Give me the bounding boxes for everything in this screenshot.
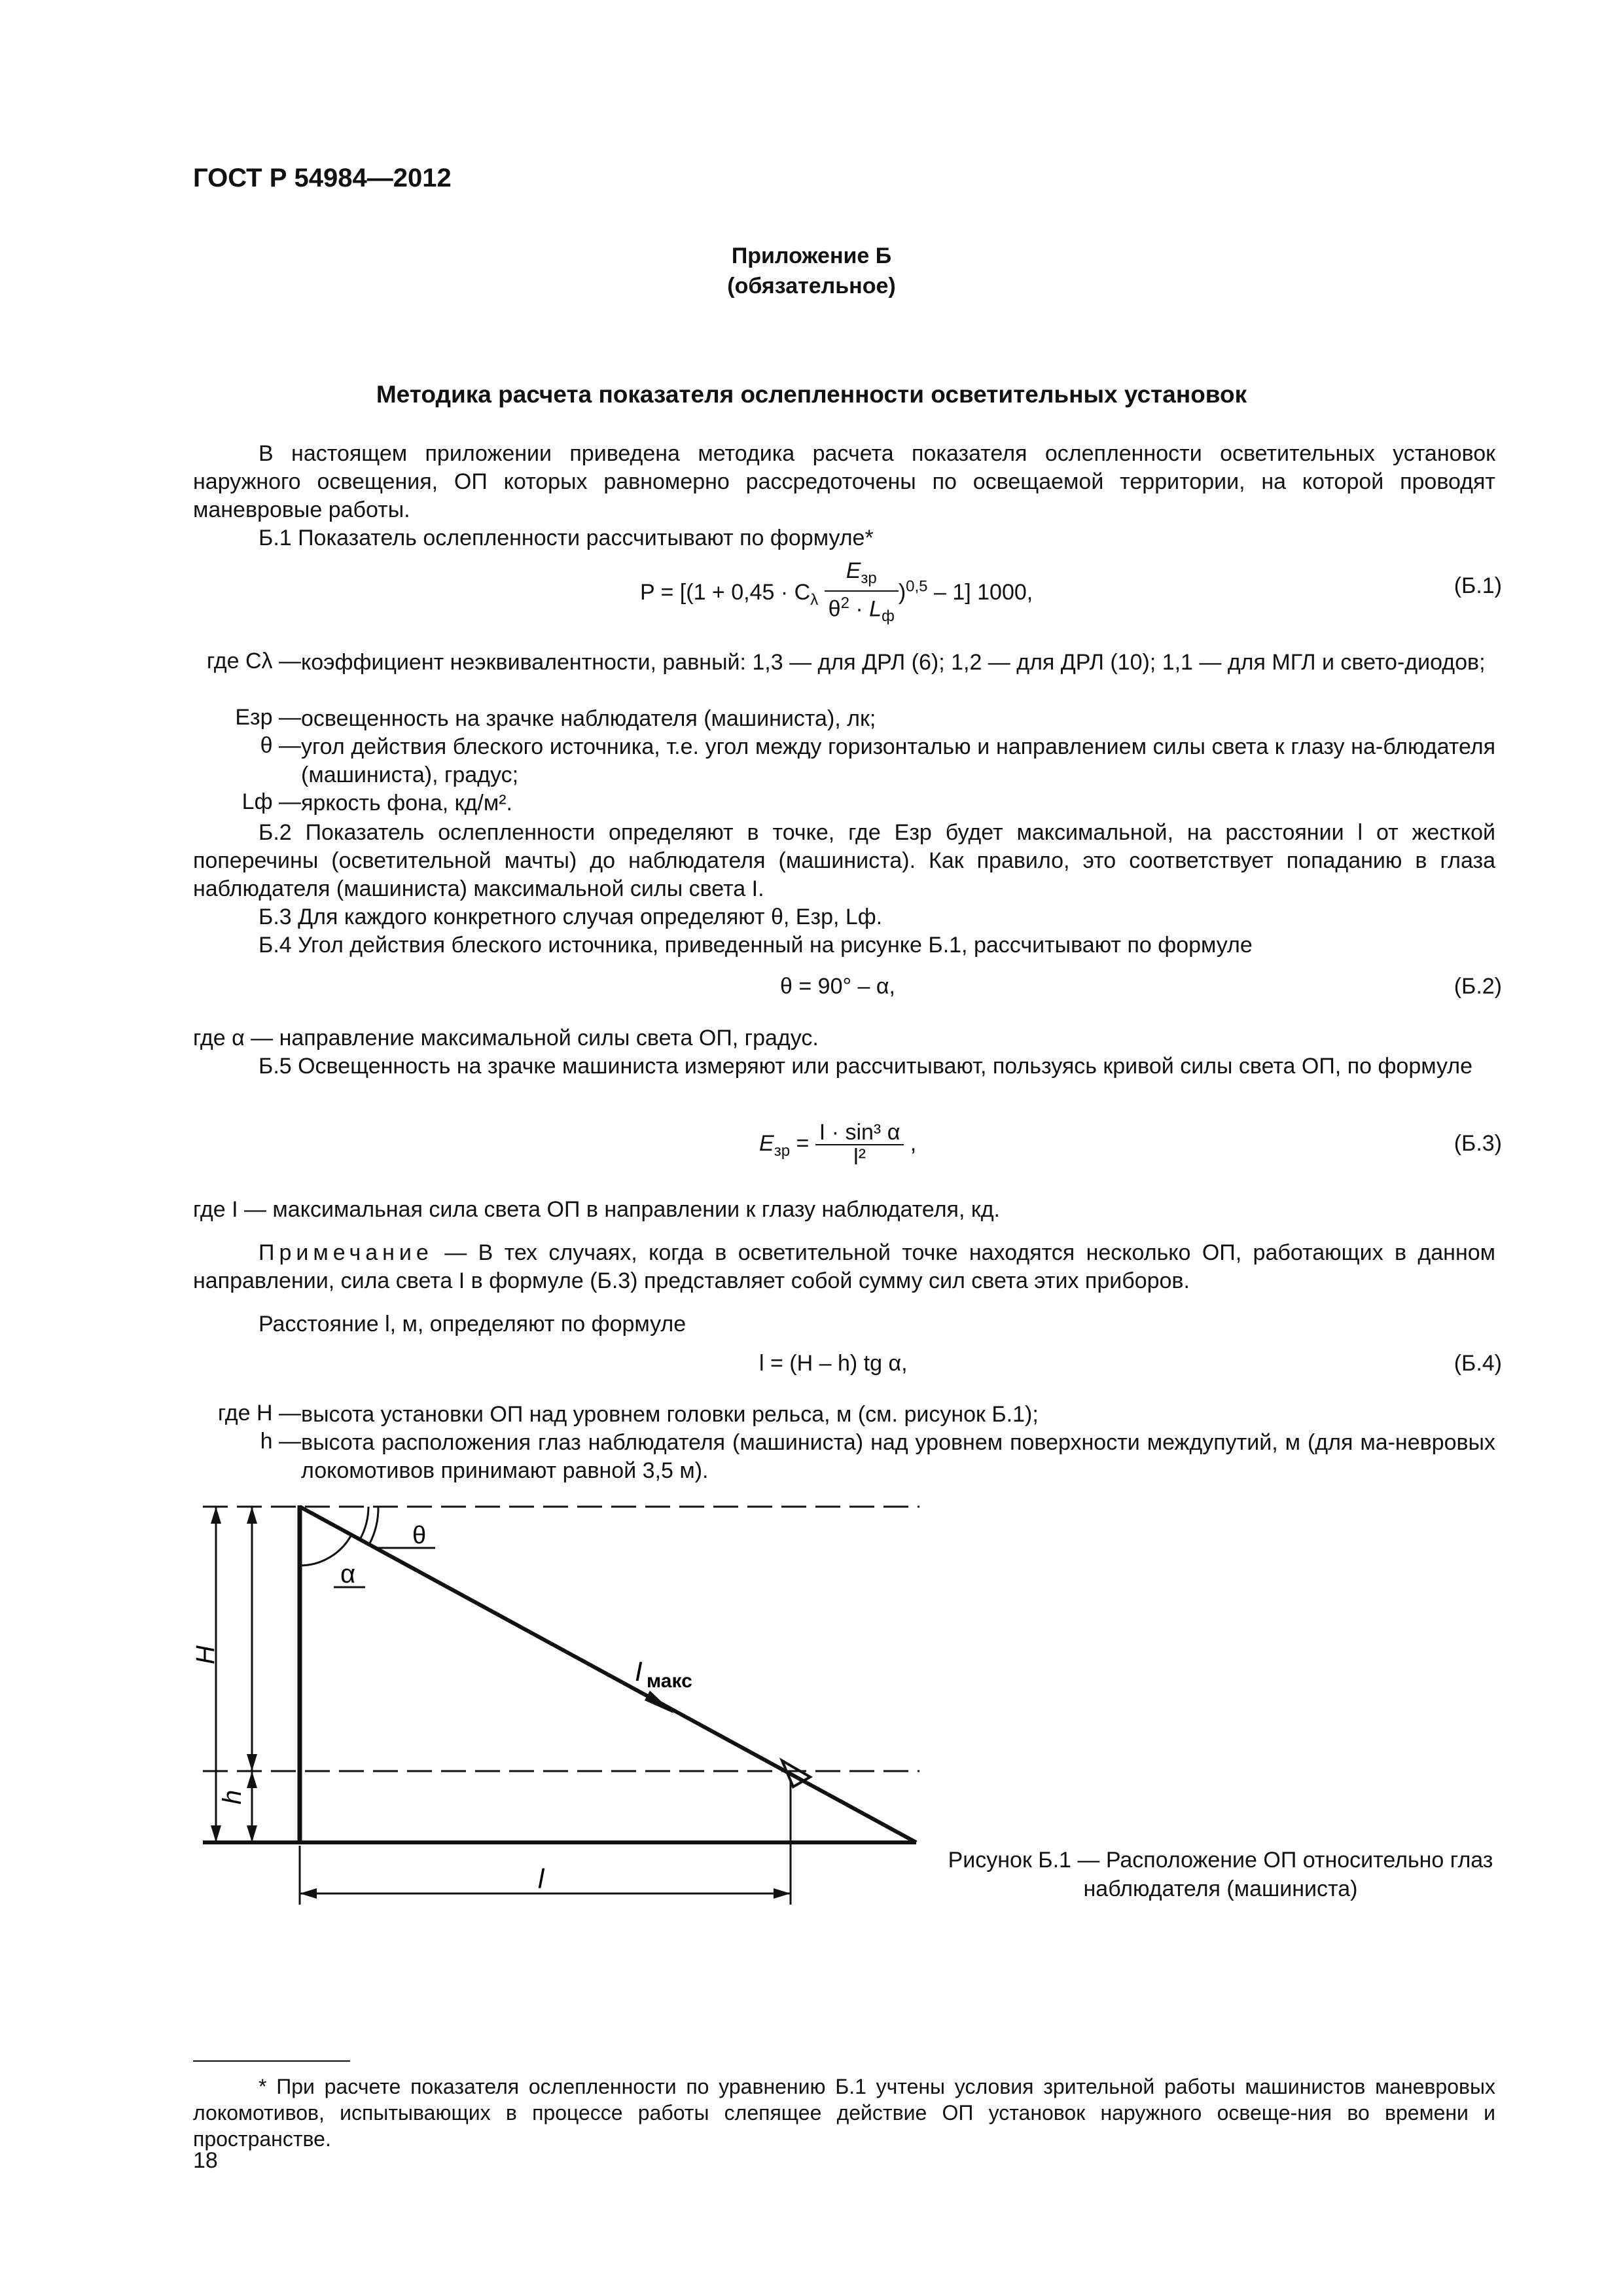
def-c-lambda-term: где Cλ — <box>206 649 301 673</box>
l-arrow-left <box>300 1888 317 1899</box>
intro-paragraph: В настоящем приложении приведена методика расчета показателя ослепленности осветительных установок наружного освещения, ОП которых равномерно рассредоточены по освещаемой территории, на которой проводят маневровые работы. <box>193 441 1495 522</box>
def-alpha: где α — направление максимальной силы света ОП, градус. <box>193 1026 819 1050</box>
def-h-term: h — <box>260 1429 301 1454</box>
page-number: 18 <box>193 2148 218 2173</box>
formula-b3-number: (Б.3) <box>1454 1131 1502 1156</box>
h-arrow-bottom <box>247 1825 257 1842</box>
formula-b4-number: (Б.4) <box>1454 1351 1502 1376</box>
formula-b1-den-L-sub: ф <box>882 607 895 625</box>
formula-b1-power: 0,5 <box>906 577 928 596</box>
section-title: Методика расчета показателя ослепленности осветительных установок <box>376 381 1247 408</box>
def-lf-body: яркость фона, кд/м². <box>301 791 512 816</box>
footnote-rule <box>193 2060 350 2062</box>
distance-text: Расстояние l, м, определяют по формуле <box>259 1312 687 1336</box>
formula-b3-tail: , <box>904 1130 917 1156</box>
def-I: где I — максимальная сила света ОП в направлении к глазу наблюдателя, кд. <box>193 1197 1000 1222</box>
formula-b1-den-dot: · <box>849 596 870 622</box>
formula-b3-eq: = <box>790 1130 815 1156</box>
appendix-status: (обязательное) <box>727 274 896 298</box>
formula-b3-lhs: E <box>759 1130 774 1156</box>
note-label: Примечание <box>259 1240 433 1265</box>
label-alpha: α <box>340 1560 356 1588</box>
formula-b2-number: (Б.2) <box>1454 974 1502 999</box>
formula-b2: θ = 90° – α, <box>780 974 895 999</box>
clause-b3: Б.3 Для каждого конкретного случая определяют θ, Eзр, Lф. <box>259 905 883 929</box>
formula-b1-lhs: P = [(1 + 0,45 · C <box>640 579 811 605</box>
def-c-lambda-body: коэффициент неэквивалентности, равный: 1,3 — для ДРЛ (6); 1,2 — для ДРЛ (10); 1,1 — для МГЛ и свето-диодов; <box>301 650 1486 675</box>
formula-b1-num-sub: зр <box>861 569 877 587</box>
label-l: l <box>538 1863 544 1894</box>
document-header: ГОСТ Р 54984—2012 <box>193 164 452 192</box>
formula-b1-den-theta: θ <box>828 596 841 622</box>
formula-b1: $P = [(1 + 0,45 \cdot C_\lambda$ $\frac{E_{зр}}{\theta^2 \cdot L_ф}$ )$^{0,5}$ – 1] 1000, <box>640 559 1033 628</box>
Hh-arrow-top <box>247 1507 257 1524</box>
footnote: * При расчете показателя ослепленности по уравнению Б.1 учтены условия зрительной работы машинистов маневровых локомотивов, испытывающих в процессе работы слепящее действие ОП установок наружного освеще-ния во времени и пространстве. <box>193 2075 1495 2151</box>
def-H-body: высота установки ОП над уровнем головки рельса, м (см. рисунок Б.1); <box>301 1402 1039 1427</box>
H-arrow-top <box>211 1507 221 1524</box>
label-I-sub: макс <box>647 1670 692 1692</box>
theta-arc-2 <box>369 1507 378 1545</box>
formula-b1-lambda: λ <box>810 590 819 609</box>
clause-b5: Б.5 Освещенность на зрачке машиниста измеряют или рассчитывают, пользуясь кривой силы света ОП, по формуле <box>259 1054 1473 1079</box>
formula-b3-lhs-sub: зр <box>774 1141 791 1160</box>
h-arrow-top <box>247 1771 257 1788</box>
formula-b1-num: E <box>846 558 861 583</box>
formula-b3-num: I · sin³ α <box>815 1121 904 1145</box>
clause-b1: Б.1 Показатель ослепленности рассчитывают по формуле* <box>259 526 874 550</box>
formula-b1-number: (Б.1) <box>1454 573 1502 598</box>
note-text: — В тех случаях, когда в осветительной точке находятся несколько ОП, работающих в данном направлении, сила света I в формуле (Б.3) представляет собой сумму сил света этих приборов. <box>193 1240 1495 1293</box>
def-H-term: где H — <box>217 1401 301 1426</box>
label-I: I <box>635 1656 643 1687</box>
l-arrow-right <box>774 1888 791 1899</box>
label-h: h <box>218 1789 247 1804</box>
light-ray-line <box>300 1507 916 1842</box>
label-theta: θ <box>412 1522 427 1549</box>
figure-caption: Рисунок Б.1 — Расположение ОП относительно глаз наблюдателя (машиниста) <box>948 1848 1493 1901</box>
def-h-body: высота расположения глаз наблюдателя (машиниста) над уровнем поверхности междупутий, м (для ма-невровых локомотивов принимают равной 3,5 м). <box>301 1430 1495 1483</box>
H-arrow-bottom <box>211 1825 221 1842</box>
label-H: H <box>191 1645 220 1664</box>
clause-b4: Б.4 Угол действия блеского источника, приведенный на рисунке Б.1, рассчитывают по формуле <box>259 933 1253 958</box>
formula-b3-den: l² <box>853 1145 866 1170</box>
def-lf-term: Lф — <box>241 789 301 814</box>
def-theta-body: угол действия блеского источника, т.е. угол между горизонталью и направлением силы света к глазу на-блюдателя (машиниста), градус; <box>301 734 1495 787</box>
formula-b1-tail: – 1] 1000, <box>933 579 1033 605</box>
def-ezr-body: освещенность на зрачке наблюдателя (машиниста), лк; <box>301 706 876 731</box>
def-ezr-term: Eзр — <box>235 705 301 730</box>
formula-b1-den-L: L <box>869 596 882 622</box>
formula-b4: l = (H – h) tg α, <box>759 1351 908 1376</box>
clause-b2: Б.2 Показатель ослепленности определяют в точке, где Eзр будет максимальной, на расстоянии l от жесткой поперечины (осветительной мачты) до наблюдателя (машиниста). Как правило, это соответствует попаданию в глаза наблюдателя (машиниста) максимальной силы света I. <box>193 820 1495 901</box>
ray-arrowhead <box>645 1691 674 1713</box>
def-theta-term: θ — <box>260 733 301 758</box>
appendix-title: Приложение Б <box>731 243 892 268</box>
Hh-arrow-bottom <box>247 1754 257 1771</box>
theta-arc-1 <box>360 1507 368 1539</box>
formula-b1-den-sup: 2 <box>840 594 849 612</box>
